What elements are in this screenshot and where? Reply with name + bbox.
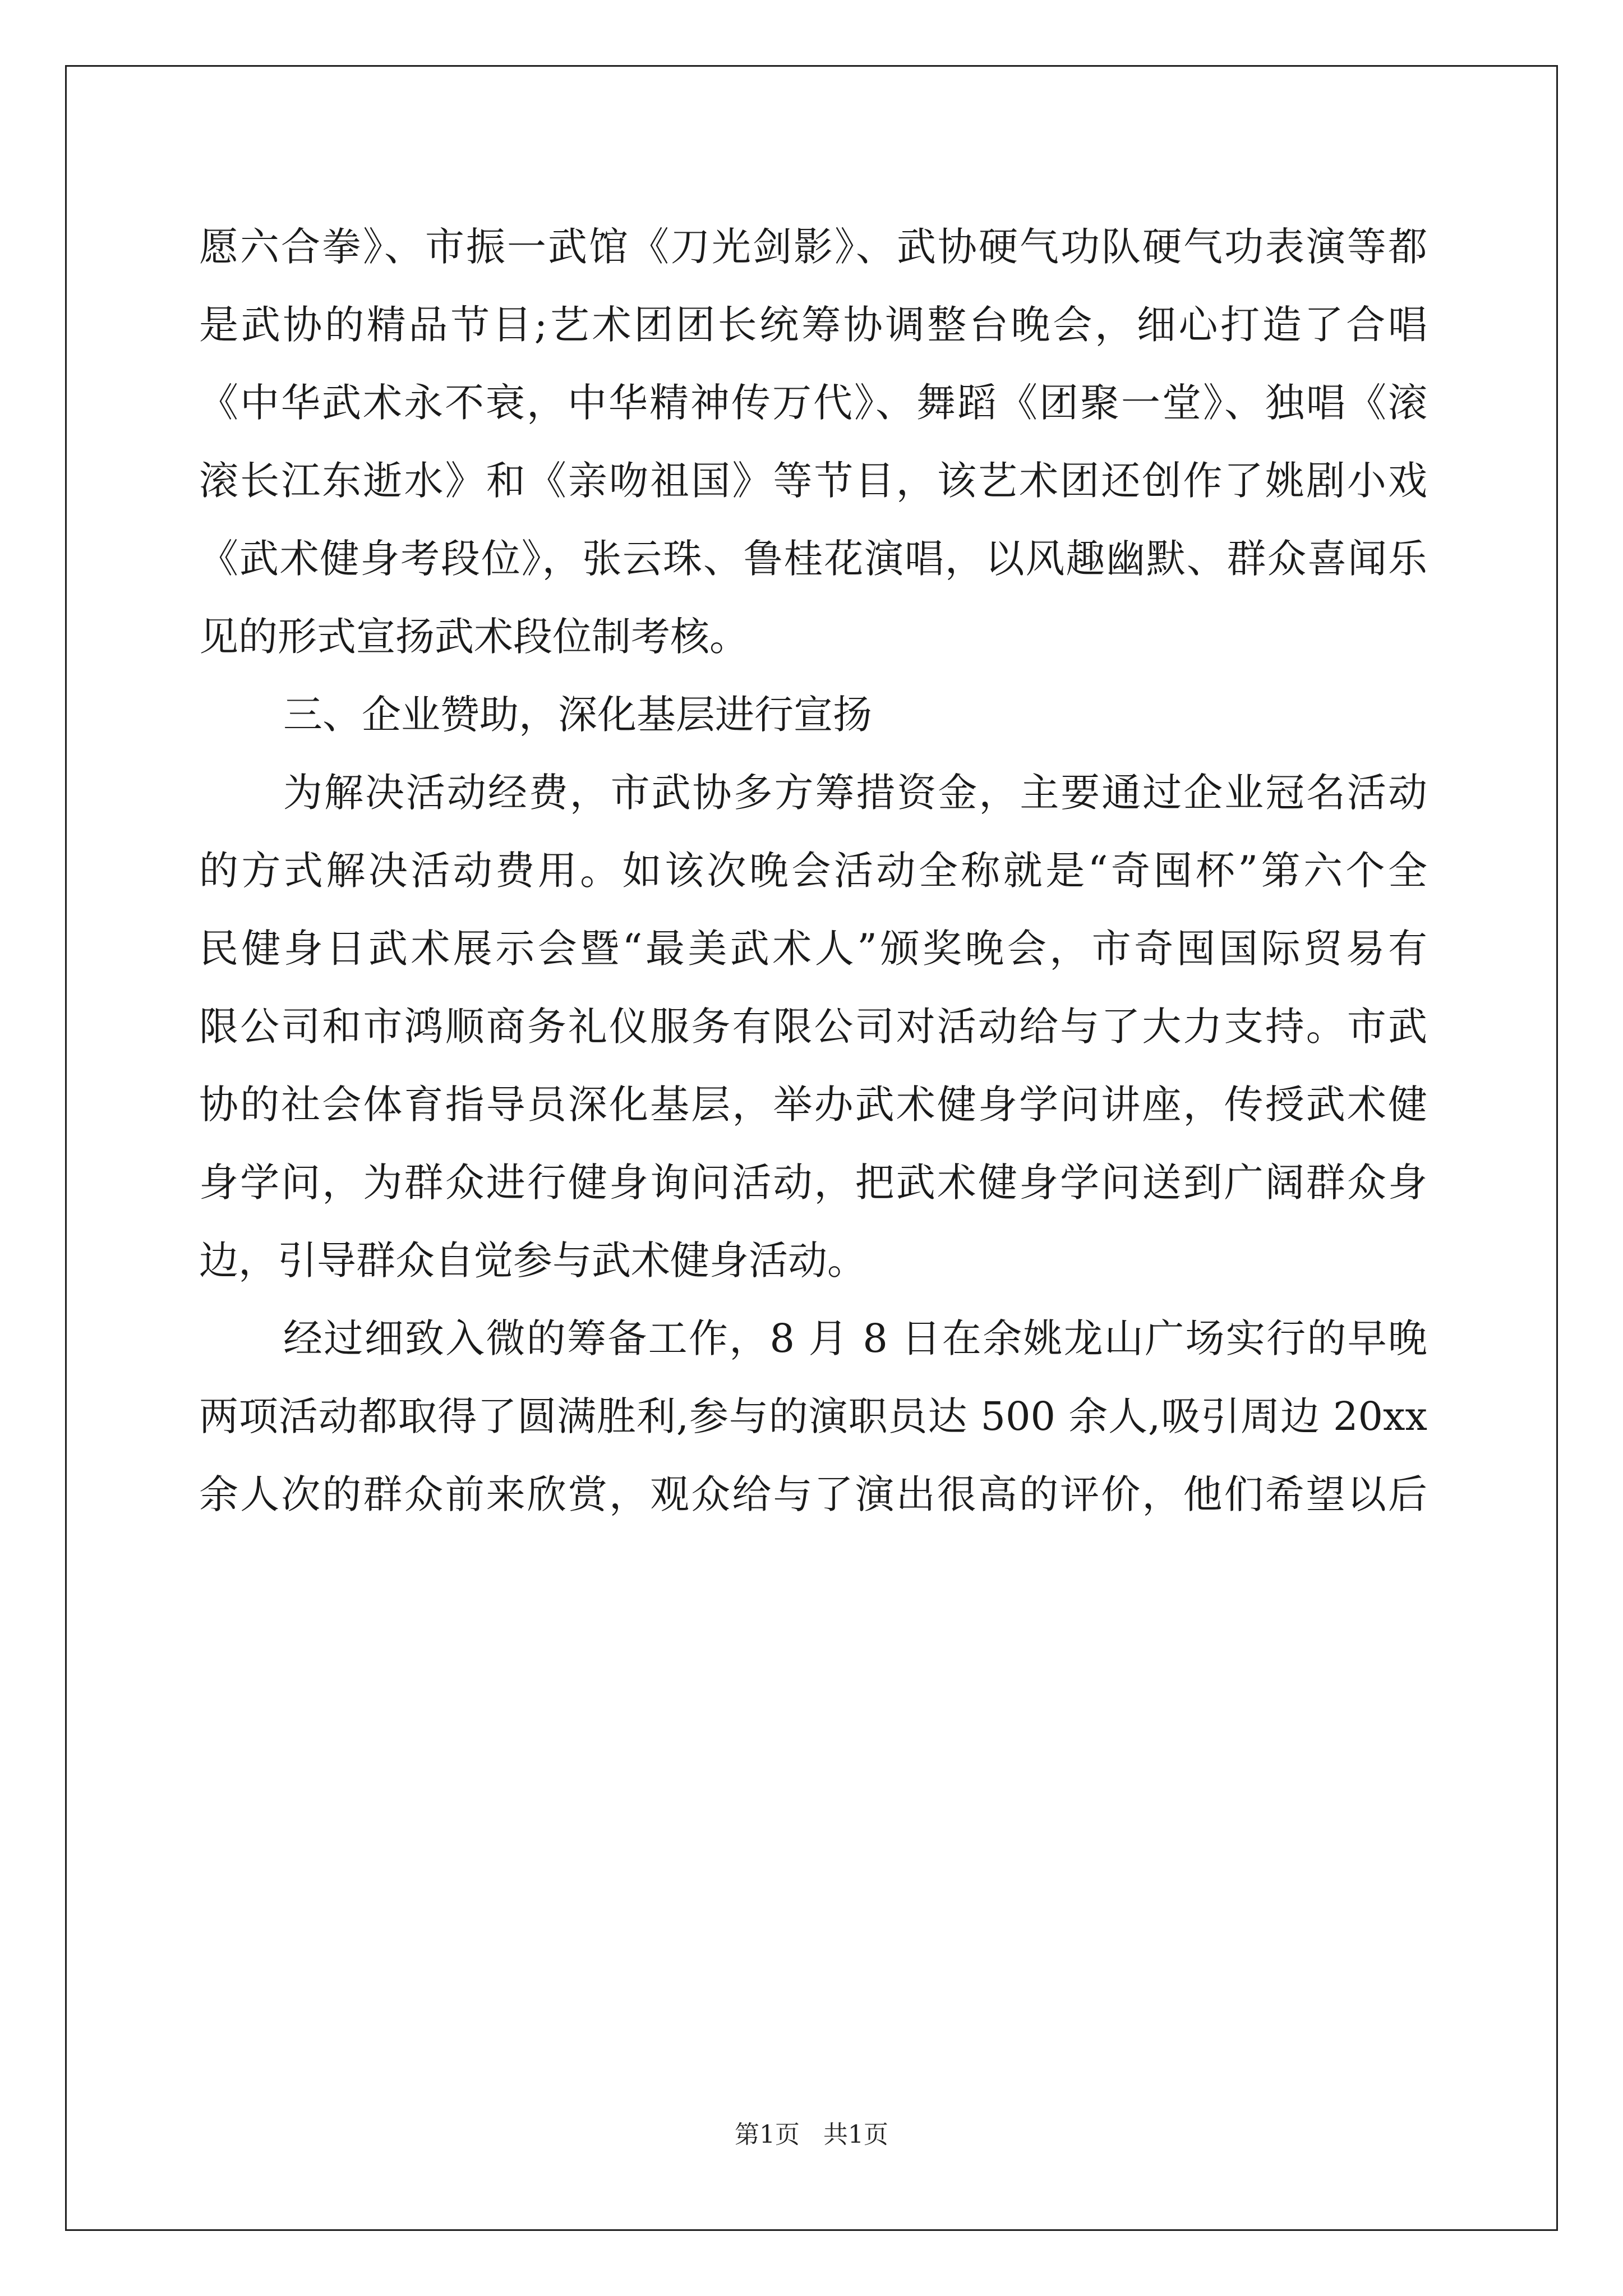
text-line: 两项活动都取得了圆满胜利,参与的演职员达 500 余人,吸引周边 20xx [199, 1393, 1427, 1439]
text-line: 经过细致入微的筹备工作，8 月 8 日在余姚龙山广场实行的早晚 [283, 1315, 1427, 1361]
text-line: 滚长江东逝水》和《亲吻祖国》等节目，该艺术团还创作了姚剧小戏 [199, 458, 1427, 504]
text-line: 协的社会体育指导员深化基层，举办武术健身学问讲座，传授武术健 [199, 1082, 1427, 1128]
text-line: 是武协的精品节目;艺术团团长统筹协调整台晚会，细心打造了合唱 [199, 302, 1427, 348]
text-line: 民健身日武术展示会暨“最美武术人”颁奖晚会，市奇囤国际贸易有 [199, 926, 1427, 972]
text-line: 余人次的群众前来欣赏，观众给与了演出很高的评价，他们希望以后 [199, 1471, 1427, 1517]
section-heading: 三、企业赞助，深化基层进行宣扬 [283, 692, 872, 738]
text-line: 《武术健身考段位》，张云珠、鲁桂花演唱，以风趣幽默、群众喜闻乐 [199, 536, 1427, 582]
page-number-footer: 第1页 共1页 [735, 2120, 888, 2149]
text-line: 见的形式宣扬武术段位制考核。 [199, 614, 749, 660]
text-line: 愿六合拳》、市振一武馆《刀光剑影》、武协硬气功队硬气功表演等都 [199, 224, 1427, 270]
text-line: 边，引导群众自觉参与武术健身活动。 [199, 1237, 866, 1283]
text-line: 限公司和市鸿顺商务礼仪服务有限公司对活动给与了大力支持。市武 [199, 1004, 1427, 1050]
text-line: 为解决活动经费，市武协多方筹措资金，主要通过企业冠名活动 [283, 770, 1427, 816]
text-line: 的方式解决活动费用。如该次晚会活动全称就是“奇囤杯”第六个全 [199, 848, 1427, 894]
text-line: 身学问，为群众进行健身询问活动，把武术健身学问送到广阔群众身 [199, 1159, 1427, 1205]
text-line: 《中华武术永不衰，中华精神传万代》、舞蹈《团聚一堂》、独唱《滚 [199, 380, 1427, 426]
